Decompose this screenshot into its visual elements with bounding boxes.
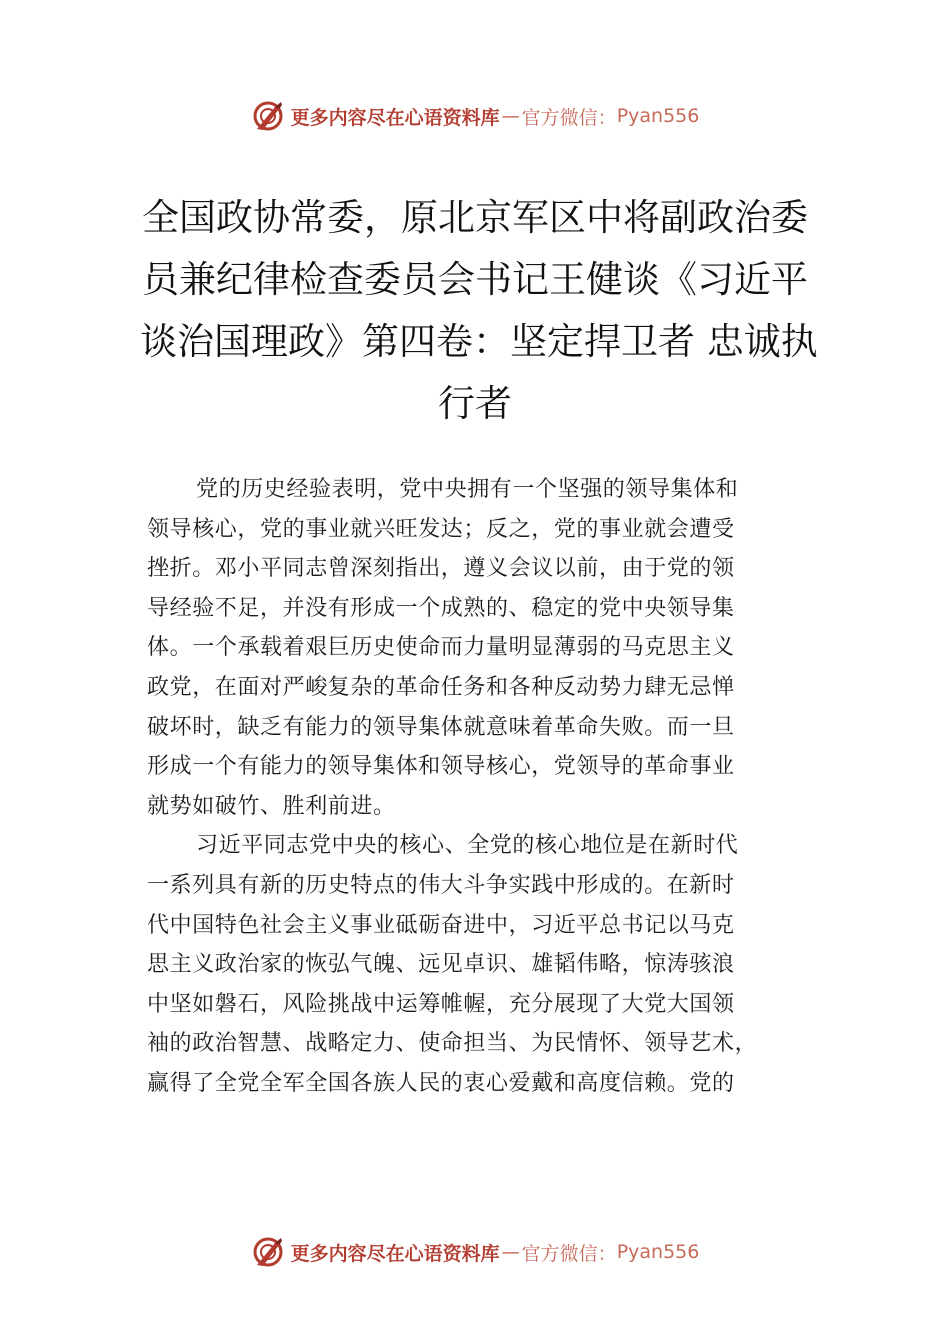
text-line: 政党，在面对严峻复杂的革命任务和各种反动势力肆无忌惮 <box>147 674 735 700</box>
banner-dash: — <box>501 105 520 127</box>
text-line: 就势如破竹、胜利前进。 <box>147 793 396 819</box>
title-line: 全国政协常委，原北京军区中将副政治委 <box>142 196 808 239</box>
header-banner <box>0 96 950 136</box>
text-line: 破坏时，缺乏有能力的领导集体就意味着革命失败。而一旦 <box>147 714 735 740</box>
banner-wechat-label: 官方微信： <box>521 1242 617 1265</box>
banner-dash: — <box>501 1241 520 1263</box>
text-line: 代中国特色社会主义事业砥砺奋进中，习近平总书记以马克 <box>147 912 735 938</box>
text-line: 中坚如磐石，风险挑战中运筹帷幄，充分展现了大党大国领 <box>147 991 735 1017</box>
banner-wechat-label: 官方微信： <box>521 106 617 129</box>
text-line: 领导核心，党的事业就兴旺发达；反之，党的事业就会遭受 <box>147 516 735 542</box>
text-line: 一系列具有新的历史特点的伟大斗争实践中形成的。在新时 <box>147 872 735 898</box>
banner-brand-text: 更多内容尽在心语资料库 <box>290 1242 500 1265</box>
text-line: 挫折。邓小平同志曾深刻指出，遵义会议以前，由于党的领 <box>147 556 735 582</box>
pen-logo-icon <box>251 99 285 133</box>
title-line: 谈治国理政》第四卷：坚定捍卫者 忠诚执 <box>140 320 818 363</box>
paragraph-1 <box>147 470 807 826</box>
text-line: 袖的政治智慧、战略定力、使命担当、为民情怀、领导艺术， <box>147 1031 758 1057</box>
text-line: 导经验不足，并没有形成一个成熟的、稳定的党中央领导集 <box>147 595 735 621</box>
banner-brand-text: 更多内容尽在心语资料库 <box>290 106 500 129</box>
text-line: 形成一个有能力的领导集体和领导核心，党领导的革命事业 <box>147 754 735 780</box>
text-line: 习近平同志党中央的核心、全党的核心地位是在新时代 <box>196 833 739 859</box>
pen-logo-icon <box>251 1235 285 1269</box>
title-line: 员兼纪律检查委员会书记王健谈《习近平 <box>142 258 808 301</box>
text-line: 赢得了全党全军全国各族人民的衷心爱戴和高度信赖。党的 <box>147 1070 735 1096</box>
article-body <box>147 470 807 1104</box>
article-title <box>140 187 818 435</box>
title-line: 行者 <box>438 382 512 425</box>
banner-wechat-account: Pyan556 <box>616 105 700 127</box>
text-line: 党的历史经验表明，党中央拥有一个坚强的领导集体和 <box>196 477 739 502</box>
text-line: 体。一个承载着艰巨历史使命而力量明显薄弱的马克思主义 <box>147 635 735 661</box>
banner-wechat-account: Pyan556 <box>616 1241 700 1263</box>
text-line: 思主义政治家的恢弘气魄、远见卓识、雄韬伟略，惊涛骇浪 <box>147 952 735 978</box>
paragraph-2 <box>147 826 807 1103</box>
footer-banner <box>0 1232 950 1272</box>
